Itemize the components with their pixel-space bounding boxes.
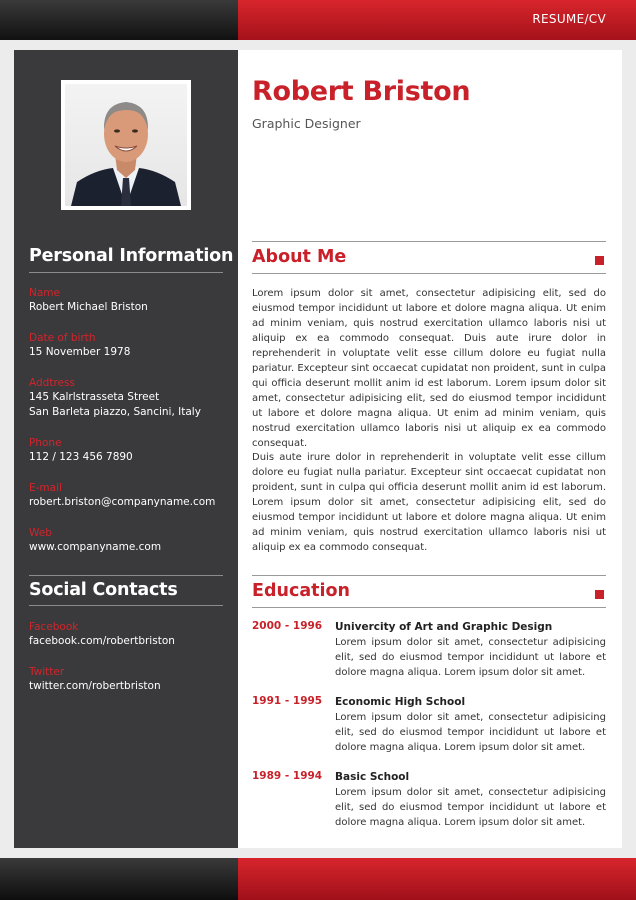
education-years: 2000 - 1996 (252, 620, 323, 632)
education-description: Lorem ipsum dolor sit amet, consectetur adipisicing elit, sed do eiusmod tempor incididunt ut labore et dolore magna aliqua. Lorem ipsum dolor sit amet. (335, 712, 606, 753)
education-description: Lorem ipsum dolor sit amet, consectetur adipisicing elit, sed do eiusmod tempor incididunt ut labore et dolore magna aliqua. Lorem ipsum dolor sit amet. (335, 637, 606, 678)
divider (29, 605, 223, 606)
info-value: Robert Michael Briston (29, 301, 148, 313)
personal-info-heading: Personal Information (29, 246, 234, 266)
info-value: facebook.com/robertbriston (29, 635, 175, 647)
social-contacts-heading: Social Contacts (29, 580, 178, 600)
info-email (29, 481, 229, 510)
info-value: 145 Kalrlstrasseta Street (29, 391, 160, 403)
education-school: Economic High School (335, 696, 466, 708)
social-facebook (29, 620, 229, 649)
sidebar (14, 50, 238, 848)
education-school: Basic School (335, 771, 410, 783)
bottom-bar-dark (0, 858, 238, 900)
info-label: Twitter (29, 666, 65, 678)
square-marker (595, 256, 604, 265)
square-marker (595, 590, 604, 599)
profile-photo (61, 80, 191, 210)
education-description: Lorem ipsum dolor sit amet, consectetur adipisicing elit, sed do eiusmod tempor incididunt ut labore et dolore magna aliqua. Lorem ipsum dolor sit amet. (335, 787, 606, 828)
document-label: RESUME/CV (532, 12, 606, 26)
info-value: www.companyname.com (29, 541, 162, 553)
info-label: Facebook (29, 621, 79, 633)
about-paragraph: Lorem ipsum dolor sit amet, consectetur adipisicing elit, sed do eiusmod tempor incididunt ut labore et dolore magna aliqua. Ut enim ad minim veniam, quis nostrud exercitation ullamco laboris nisi ut aliquip ex ea commodo consequat. Duis aute irure dolor in reprehenderit in voluptate velit esse cillum dolore eu fugiat nulla pariatur. Excepteur sint occaecat cupidatat non proident, sunt in culpa qui officia deserunt mollit anim id est laborum. Lorem ipsum dolor sit amet, consectetur adipisicing elit, sed do eiusmod tempor incididunt ut labore et dolore magna aliqua. Ut enim ad minim veniam, quis nostrud exercitation ullamco laboris nisi ut aliquip ex ea commodo consequat. (252, 288, 606, 449)
info-value: 112 / 123 456 7890 (29, 451, 133, 463)
divider (29, 575, 223, 576)
divider (29, 272, 223, 273)
info-web (29, 526, 229, 555)
candidate-name: Robert Briston (252, 76, 471, 107)
info-address (29, 376, 229, 420)
top-bar-red (238, 0, 636, 40)
about-paragraph: Duis aute irure dolor in reprehenderit in voluptate velit esse cillum dolore eu fugiat nulla pariatur. Excepteur sint occaecat cupidatat non proident, sunt in culpa qui officia deserunt mollit anim id est laborum. Lorem ipsum dolor sit amet, consectetur adipisicing elit, sed do eiusmod tempor incididunt ut labore et dolore magna aliqua. Ut enim ad minim veniam, quis nostrud exercitation ullamco laboris nisi ut aliquip ex ea commodo consequat. (252, 452, 606, 553)
info-name (29, 286, 229, 315)
info-label: Web (29, 527, 52, 539)
info-label: Name (29, 287, 60, 299)
info-phone (29, 436, 229, 465)
info-birth (29, 331, 229, 360)
divider (252, 241, 606, 242)
info-value: twitter.com/robertbriston (29, 680, 161, 692)
divider (252, 575, 606, 576)
about-heading: About Me (252, 247, 347, 267)
info-value: San Barleta piazzo, Sancini, Italy (29, 406, 201, 418)
education-heading: Education (252, 581, 350, 601)
info-label: E-mail (29, 482, 62, 494)
info-label: Phone (29, 437, 62, 449)
divider (252, 273, 606, 274)
education-years: 1991 - 1995 (252, 695, 323, 707)
bottom-bar-red (238, 858, 636, 900)
top-bar-dark (0, 0, 238, 40)
main-content (238, 50, 622, 848)
social-twitter (29, 665, 229, 694)
education-school: Univercity of Art and Graphic Design (335, 621, 553, 633)
education-years: 1989 - 1994 (252, 770, 323, 782)
divider (252, 607, 606, 608)
job-title: Graphic Designer (252, 116, 361, 131)
info-value: 15 November 1978 (29, 346, 131, 358)
info-label: Addtress (29, 377, 75, 389)
profile-photo-image (65, 84, 187, 206)
info-value: robert.briston@companyname.com (29, 496, 216, 508)
info-label: Date of birth (29, 332, 96, 344)
portrait-illustration (65, 84, 187, 206)
